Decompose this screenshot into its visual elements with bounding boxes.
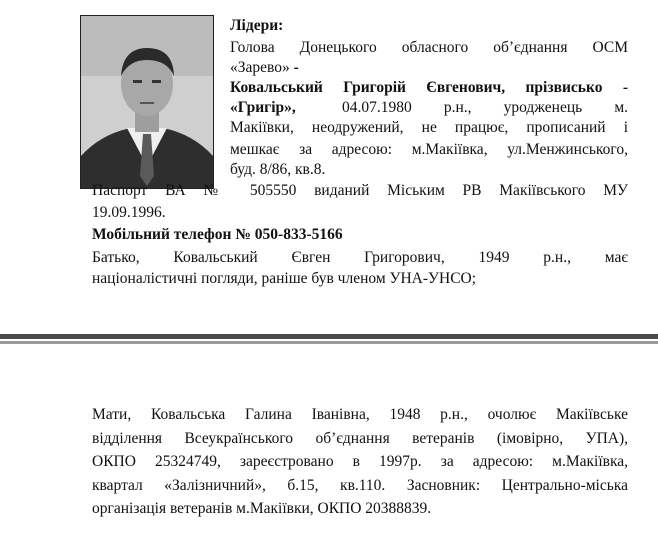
portrait-photo [80,15,214,189]
mother-line-3: ОКПО 25324749, зареєстровано в 1997р. за адресою: м.Макіївка, [92,453,628,470]
mother-line-5: організація ветеранів м.Макіївки, ОКПО 20388839. [92,500,432,517]
mobile-phone: Мобільний телефон № 050-833-5166 [92,226,343,243]
passport-line-1: Паспорт ВА № 505550 виданий Міським РВ Макіївського МУ [92,182,628,199]
mother-line-1: Мати, Ковальська Галина Іванівна, 1948 р.н., очолює Макіївське [92,406,628,423]
leaders-line-1: Голова Донецького обласного об’єднання ОСМ [230,39,628,56]
mother-line-2: відділення Всеукраїнського об’єднання ветеранів (імовірно, УПА), [92,430,628,447]
page-break-separator-shadow [0,341,658,344]
leaders-line-6: мешкає за адресою: м.Макіївка, ул.Менжинського, [230,141,628,158]
leaders-line-7: буд. 8/86, кв.8. [230,161,326,178]
father-line-2: націоналістичні погляди, раніше був членом УНА-УНСО; [92,270,477,287]
portrait-photo-image [81,16,213,188]
leaders-line-2: «Зарево» - [230,59,299,76]
leaders-line-4: «Григір», 04.07.1980 р.н., уродженець м. [230,99,628,116]
leaders-line-5: Макіївки, неодружений, не працює, прописаний і [230,119,628,136]
page-break-separator [0,334,658,339]
passport-line-2: 19.09.1996. [92,204,166,221]
mother-line-4: квартал «Залізничний», б.15, кв.110. Засновник: Центрально-міська [92,477,628,494]
leaders-line-3: Ковальський Григорій Євгенович, прізвисько - [230,79,628,96]
leaders-heading: Лідери: [230,17,284,34]
father-line-1: Батько, Ковальський Євген Григорович, 1949 р.н., має [92,249,628,266]
